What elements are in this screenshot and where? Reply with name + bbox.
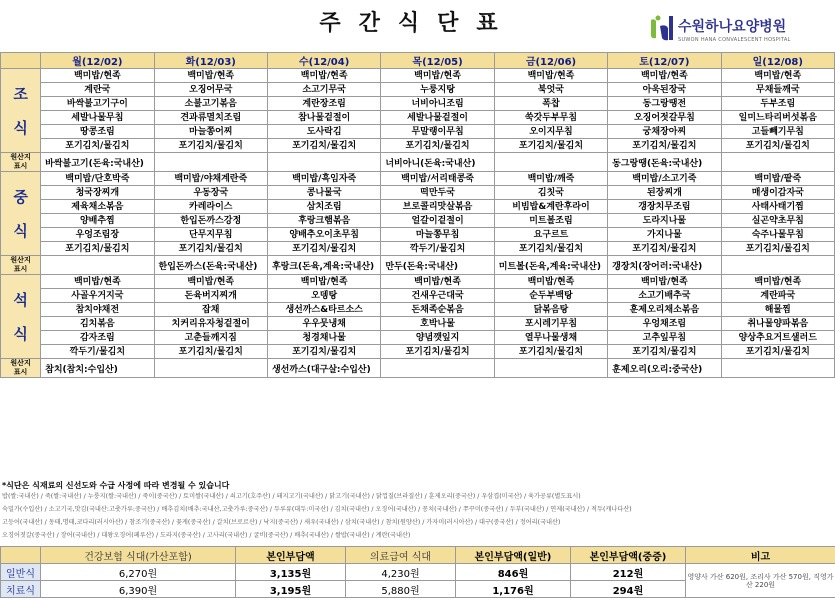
menu-row (1, 317, 835, 331)
day-header: 토(12/07) (608, 53, 721, 69)
menu-item: 양념깻잎지 (381, 331, 494, 345)
menu-item: 백미밥/현족 (41, 275, 154, 289)
menu-item: 우엉채조림 (608, 317, 721, 331)
origin-info-line: 숙밀가(수입산) / 소고기국,맛김(국내산:고춧가루:중국산) / 배추김치(배추:국내산,고춧가루:중국산) / 두루류(대두:미국산) / 김치(국내산) / 오징어(국내산) / 꽁치(국내산) / 쭈꾸미(중국산) / 두부(국내산) / 연제(국내산) / 적두(캐나다산) (2, 506, 632, 513)
menu-row (1, 242, 835, 256)
menu-item: 브로콜리맛살볶음 (381, 200, 494, 214)
day-header: 일(12/08) (721, 53, 834, 69)
menu-item: 요구르트 (494, 228, 607, 242)
menu-item: 해물찜 (721, 303, 834, 317)
meal-price-table (0, 546, 835, 598)
origin-info: 후랑크(돈육,계육:국내산) (267, 256, 380, 275)
menu-item: 포기김치/물김치 (608, 242, 721, 256)
menu-item: 취나물양파볶음 (721, 317, 834, 331)
menu-row (1, 214, 835, 228)
menu-item: 너비아니조림 (381, 97, 494, 111)
origin-info-line: 고등어(국내산) / 동태,명태,코다리(러시아산) / 참조기(중국산) / 꽃게(중국산) / 갈치(브로르산) / 낙지(중국산) / 새우(국내산) / 삼치(국내산) / 참치(원양산) / 가자미(러시아산) / 대구(중국산) / 정어리(국내산) (2, 519, 561, 526)
menu-item: 오뎅탕 (267, 289, 380, 303)
origin-info: 바싹불고기(돈육:국내산) (41, 153, 154, 172)
menu-item: 건새우근대국 (381, 289, 494, 303)
menu-row (1, 97, 835, 111)
meal-label: 중 식 (1, 172, 41, 256)
menu-item: 세발나물무침 (41, 111, 154, 125)
menu-item: 김치볶음 (41, 317, 154, 331)
menu-item: 포기김치/물김치 (267, 139, 380, 153)
day-header-row (1, 53, 835, 69)
menu-item: 포기김치/물김치 (494, 242, 607, 256)
menu-item: 순두부백탕 (494, 289, 607, 303)
menu-item: 소고기배추국 (608, 289, 721, 303)
origin-info: 너비아니(돈육:국내산) (381, 153, 494, 172)
menu-item: 포기김치/물김치 (721, 345, 834, 359)
price-cell: 5,880원 (346, 581, 456, 598)
day-header: 수(12/04) (267, 53, 380, 69)
menu-item: 오징어젓갈무침 (608, 111, 721, 125)
menu-item: 포기김치/물김치 (721, 139, 834, 153)
origin-info-line: 오징어젓갈(중국산) / 장어(국내산) / 대왕오징어(페루산) / 도라지(중국산) / 고사리(국내산) / 굴비(중국산) / 배추(국내산) / 쌀밥(국내산) / 계란(국내산) (2, 532, 411, 539)
menu-item: 백미밥/현족 (154, 275, 267, 289)
menu-item: 사골우거지국 (41, 289, 154, 303)
menu-row (1, 125, 835, 139)
menu-item: 청국장찌개 (41, 186, 154, 200)
menu-item: 백미밥/현족 (721, 275, 834, 289)
menu-item: 일미느타리버섯볶음 (721, 111, 834, 125)
diet-type-label: 일반식 (1, 564, 41, 581)
origin-info-line: 밥(쌀:국내산) / 죽(쌀:국내산) / 누룽지(쌀:국내산) / 죽이(중국산) / 토미쌀(국내산) / 쇠고기(호주산) / 돼지고기(국내산) / 닭고기(국내산) / 닭껍질(브라질산) / 훈제오리(중국산) / 우삼겹(미국산) / 육가공류(별도표시) (2, 493, 581, 500)
menu-item: 백미밥/흑임자죽 (267, 172, 380, 186)
menu-row (1, 83, 835, 97)
origin-info (41, 256, 154, 275)
price-header-cell (1, 547, 41, 564)
price-header-cell: 본인부담액(일반) (456, 547, 571, 564)
menu-item: 훈제오리채소볶음 (608, 303, 721, 317)
price-row (1, 564, 835, 581)
origin-row (1, 153, 835, 172)
menu-item: 마늘쫑어찌 (154, 125, 267, 139)
price-header-cell: 의료급여 식대 (346, 547, 456, 564)
menu-item: 생선까스&타르소스 (267, 303, 380, 317)
menu-item: 누룽지탕 (381, 83, 494, 97)
menu-item: 비빔밥&계란후라이 (494, 200, 607, 214)
menu-item: 양상추요거트샐러드 (721, 331, 834, 345)
weekly-menu-table (0, 52, 835, 378)
menu-item: 오징어무국 (154, 83, 267, 97)
day-header: 목(12/05) (381, 53, 494, 69)
menu-item: 양배추찜 (41, 214, 154, 228)
menu-item: 백미밥/소고기죽 (608, 172, 721, 186)
menu-item: 실곤약초무침 (721, 214, 834, 228)
menu-item: 포기김치/물김치 (381, 139, 494, 153)
menu-item: 백미밥/현족 (154, 69, 267, 83)
origin-row (1, 359, 835, 378)
menu-item: 백미밥/서리태콩죽 (381, 172, 494, 186)
menu-item: 두부조림 (721, 97, 834, 111)
origin-info: 생선까스(대구살:수입산) (267, 359, 380, 378)
menu-row (1, 186, 835, 200)
menu-item: 계란장조림 (267, 97, 380, 111)
menu-item: 청경채나물 (267, 331, 380, 345)
menu-item: 갱장치무조림 (608, 200, 721, 214)
menu-item: 궁채장아찌 (608, 125, 721, 139)
menu-item: 백미밥/현족 (381, 69, 494, 83)
menu-item: 포기김치/물김치 (267, 242, 380, 256)
menu-item: 매생이감자국 (721, 186, 834, 200)
menu-item: 아욱된장국 (608, 83, 721, 97)
menu-item: 백미밥/현족 (721, 69, 834, 83)
origin-info (494, 359, 607, 378)
hospital-name-english: SUWON HANA CONVALESCENT HOSPITAL (678, 37, 791, 43)
menu-item: 포기김치/물김치 (608, 345, 721, 359)
menu-item: 제육채소볶음 (41, 200, 154, 214)
menu-item: 계란국 (41, 83, 154, 97)
menu-item: 백미밥/현족 (41, 69, 154, 83)
menu-item: 백미밥/현족 (267, 275, 380, 289)
menu-item: 참치야채전 (41, 303, 154, 317)
menu-item: 백미밥/현족 (608, 275, 721, 289)
menu-item: 폭찹 (494, 97, 607, 111)
menu-item: 포기김치/물김치 (381, 345, 494, 359)
menu-item: 백미밥/야채계란죽 (154, 172, 267, 186)
menu-item: 오이지무침 (494, 125, 607, 139)
menu-item: 소불고기볶음 (154, 97, 267, 111)
menu-item: 백미밥/현족 (494, 275, 607, 289)
menu-item: 고들빼기무침 (721, 125, 834, 139)
origin-info (381, 359, 494, 378)
menu-item: 열무나물생채 (494, 331, 607, 345)
hospital-logo-icon (648, 14, 676, 44)
menu-row (1, 331, 835, 345)
menu-item: 백미밥/깨죽 (494, 172, 607, 186)
origin-info: 만두(돈육:국내산) (381, 256, 494, 275)
menu-item: 우우뭇냉채 (267, 317, 380, 331)
menu-item: 백미밥/팥죽 (721, 172, 834, 186)
menu-item: 백미밥/현족 (381, 275, 494, 289)
menu-item: 백미밥/현족 (608, 69, 721, 83)
menu-item: 백미밥/현족 (494, 69, 607, 83)
meal-label: 석 식 (1, 275, 41, 359)
menu-item: 포기김치/물김치 (267, 345, 380, 359)
menu-item: 떡만두국 (381, 186, 494, 200)
price-cell: 1,176원 (456, 581, 571, 598)
menu-item: 무말랭이무침 (381, 125, 494, 139)
menu-item: 견과류멸치조림 (154, 111, 267, 125)
menu-item: 깍두기/물김치 (381, 242, 494, 256)
menu-item: 가지나물 (608, 228, 721, 242)
menu-item: 콩나물국 (267, 186, 380, 200)
price-cell: 4,230원 (346, 564, 456, 581)
price-cell: 6,270원 (41, 564, 236, 581)
menu-item: 포기김치/물김치 (608, 139, 721, 153)
origin-info (721, 359, 834, 378)
menu-item: 감자조림 (41, 331, 154, 345)
menu-item: 한입돈까스강정 (154, 214, 267, 228)
menu-row (1, 111, 835, 125)
menu-row (1, 289, 835, 303)
menu-item: 포기김치/물김치 (494, 345, 607, 359)
menu-item: 포시레기무침 (494, 317, 607, 331)
menu-item: 미트볼조림 (494, 214, 607, 228)
menu-item: 우동장국 (154, 186, 267, 200)
origin-info (154, 359, 267, 378)
menu-item: 고추잎무침 (608, 331, 721, 345)
menu-item: 카레라이스 (154, 200, 267, 214)
day-header: 월(12/02) (41, 53, 154, 69)
menu-item: 단무지무침 (154, 228, 267, 242)
menu-item: 숙주나물무침 (721, 228, 834, 242)
price-note: 영양사 가산 620원, 조리사 가산 570원, 직영가산 220원 (686, 564, 835, 598)
menu-item: 마늘쫑무침 (381, 228, 494, 242)
menu-item: 도라지나물 (608, 214, 721, 228)
menu-item: 포기김치/물김치 (494, 139, 607, 153)
menu-item: 포기김치/물김치 (154, 345, 267, 359)
menu-item: 우엉조림장 (41, 228, 154, 242)
menu-item: 소고기무국 (267, 83, 380, 97)
menu-row (1, 69, 835, 83)
price-cell: 3,135원 (236, 564, 346, 581)
menu-item: 백미밥/현족 (267, 69, 380, 83)
price-header-cell: 건강보험 식대(가산포함) (41, 547, 236, 564)
menu-item: 바싹불고기구이 (41, 97, 154, 111)
menu-item: 사태사태기찜 (721, 200, 834, 214)
menu-row (1, 345, 835, 359)
menu-item: 참나물겉절이 (267, 111, 380, 125)
origin-info: 동그랑땡(돈육:국내산) (608, 153, 721, 172)
hospital-logo (648, 14, 834, 50)
menu-item: 포기김치/물김치 (154, 242, 267, 256)
corner-cell (1, 53, 41, 69)
page-title: 주간식단표 (319, 11, 516, 36)
notice-title: *식단은 식재료의 신선도와 수급 사정에 따라 변경될 수 있습니다 (2, 481, 230, 490)
origin-info (267, 153, 380, 172)
menu-item: 치커리유자청겉절이 (154, 317, 267, 331)
price-cell: 294원 (571, 581, 686, 598)
origin-info: 갱장치(장어러:국내산) (608, 256, 721, 275)
meal-label: 조 식 (1, 69, 41, 153)
menu-item: 양배추오이초무침 (267, 228, 380, 242)
menu-row (1, 200, 835, 214)
origin-row (1, 256, 835, 275)
price-cell: 212원 (571, 564, 686, 581)
menu-item: 계란파국 (721, 289, 834, 303)
menu-item: 땅콩조림 (41, 125, 154, 139)
page-header (0, 0, 835, 52)
menu-row (1, 228, 835, 242)
origin-info: 훈제오리(오리:중국산) (608, 359, 721, 378)
origin-info (154, 153, 267, 172)
price-cell: 6,390원 (41, 581, 236, 598)
origin-info: 한입돈까스(돈육:국내산) (154, 256, 267, 275)
menu-item: 잡채 (154, 303, 267, 317)
origin-info (721, 153, 834, 172)
origin-info: 미트볼(돈육,계육:국내산) (494, 256, 607, 275)
origin-info (721, 256, 834, 275)
menu-item: 호박나물 (381, 317, 494, 331)
menu-item: 세발나물겉절이 (381, 111, 494, 125)
price-header-cell: 본인부담액 (236, 547, 346, 564)
menu-item: 동그랑땡전 (608, 97, 721, 111)
diet-type-label: 치료식 (1, 581, 41, 598)
menu-item: 포기김치/물김치 (721, 242, 834, 256)
price-header-row (1, 547, 835, 564)
menu-item: 삼치조림 (267, 200, 380, 214)
origin-label: 원산지 표시 (1, 256, 41, 275)
menu-item: 백미밥/단호박죽 (41, 172, 154, 186)
menu-item: 무채들깨국 (721, 83, 834, 97)
menu-item: 닭볶음탕 (494, 303, 607, 317)
price-header-cell: 본인부담액(중증) (571, 547, 686, 564)
menu-item: 도사락김 (267, 125, 380, 139)
menu-item: 포기김치/물김치 (41, 139, 154, 153)
menu-item: 후랑크햄볶음 (267, 214, 380, 228)
origin-info (494, 153, 607, 172)
price-header-cell: 비고 (686, 547, 835, 564)
menu-item: 고춘들깨지짐 (154, 331, 267, 345)
menu-row (1, 172, 835, 186)
menu-row (1, 303, 835, 317)
origin-label: 원산지 표시 (1, 153, 41, 172)
menu-item: 북엇국 (494, 83, 607, 97)
price-cell: 846원 (456, 564, 571, 581)
menu-item: 김칫국 (494, 186, 607, 200)
day-header: 금(12/06) (494, 53, 607, 69)
menu-row (1, 139, 835, 153)
menu-item: 깍두기/물김치 (41, 345, 154, 359)
menu-item: 포기김치/물김치 (154, 139, 267, 153)
origin-label: 원산지 표시 (1, 359, 41, 378)
hospital-name: 수원하나요양병원 (678, 19, 787, 35)
menu-item: 얼갈이겉절이 (381, 214, 494, 228)
day-header: 화(12/03) (154, 53, 267, 69)
menu-item: 포기김치/물김치 (41, 242, 154, 256)
menu-row (1, 275, 835, 289)
origin-info: 참치(참치:수입산) (41, 359, 154, 378)
menu-item: 된장찌개 (608, 186, 721, 200)
menu-item: 돈육버지찌개 (154, 289, 267, 303)
price-cell: 3,195원 (236, 581, 346, 598)
menu-item: 돈채족순볶음 (381, 303, 494, 317)
menu-item: 쑥갓두부무침 (494, 111, 607, 125)
